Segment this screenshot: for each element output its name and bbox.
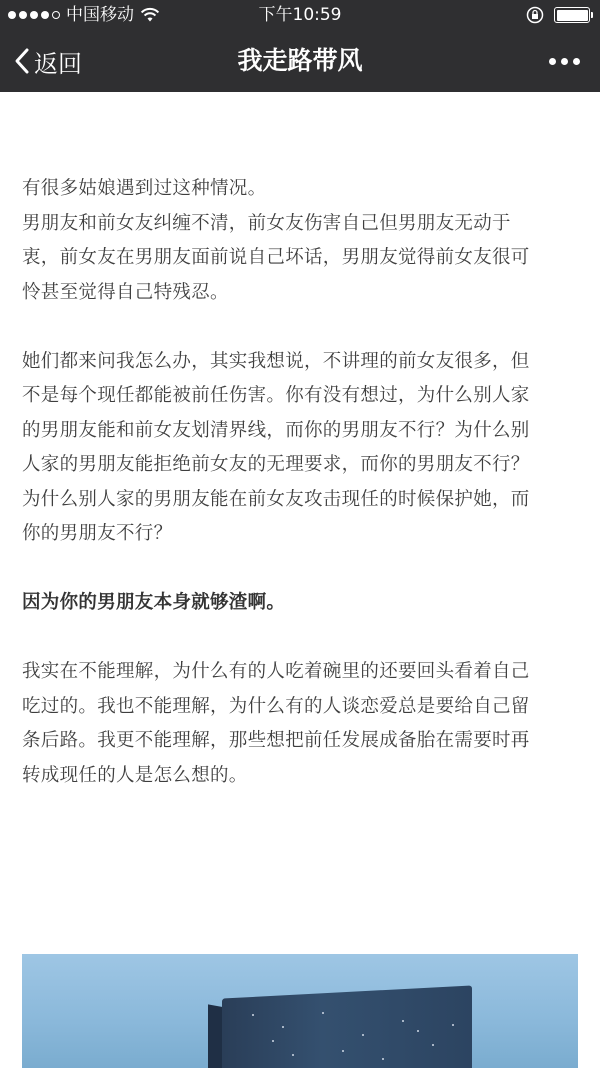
status-right — [526, 0, 590, 30]
article-line: 她们都来问我怎么办，其实我想说，不讲理的前女友很多，但 — [22, 350, 530, 372]
article-image — [22, 954, 578, 1068]
book-illustration — [222, 985, 472, 1068]
star-dot — [322, 1012, 324, 1014]
article-line: 怜甚至觉得自己特残忍。 — [22, 281, 229, 303]
star-dot — [362, 1034, 364, 1036]
article-line: 因为你的男朋友本身就够渣啊。 — [22, 592, 286, 613]
star-dot — [342, 1050, 344, 1052]
paragraph-gap — [22, 310, 582, 345]
more-dot — [573, 58, 580, 65]
article-body — [22, 172, 582, 793]
carrier-name: 中国移动 — [66, 5, 134, 25]
star-dot — [272, 1040, 274, 1042]
battery-icon — [554, 7, 590, 23]
article-line: 条后路。我更不能理解，那些想把前任发展成备胎在需要时再 — [22, 730, 530, 751]
paragraph-gap — [22, 621, 582, 656]
article-line: 衷，前女友在男朋友面前说自己坏话，男朋友觉得前女友很可 — [22, 247, 530, 268]
article-paragraph — [22, 586, 582, 621]
article-paragraph — [22, 172, 582, 310]
more-options-button[interactable] — [549, 30, 580, 92]
article-line: 为什么别人家的男朋友能在前女友攻击现任的时候保护她，而 — [22, 488, 530, 510]
battery-fill — [557, 10, 588, 21]
article-line: 有很多姑娘遇到过这种情况。 — [22, 178, 267, 199]
star-dot — [252, 1014, 254, 1016]
article-line: 人家的男朋友能拒绝前女友的无理要求，而你的男朋友不行？ — [22, 454, 530, 475]
more-dot — [549, 58, 556, 65]
paragraph-gap — [22, 552, 582, 587]
star-dot — [292, 1054, 294, 1056]
article-line: 不是每个现任都能被前任伤害。你有没有想过，为什么别人家 — [22, 385, 530, 406]
article-line: 你的男朋友不行？ — [22, 523, 173, 544]
rotation-lock-icon — [526, 6, 544, 24]
article-line: 的男朋友能和前女友划清界线，而你的男朋友不行？为什么别 — [22, 419, 530, 441]
star-dot — [452, 1024, 454, 1026]
article-paragraph — [22, 345, 582, 552]
page-title: 我走路带风 — [237, 46, 363, 75]
star-dot — [417, 1030, 419, 1032]
article-line: 转成现任的人是怎么想的。 — [22, 764, 248, 786]
article-paragraph — [22, 655, 582, 793]
star-dot — [402, 1020, 404, 1022]
article-line: 吃过的。我也不能理解，为什么有的人谈恋爱总是要给自己留 — [22, 695, 530, 717]
article-line: 男朋友和前女友纠缠不清，前女友伤害自己但男朋友无动于 — [22, 212, 511, 234]
star-dot — [432, 1044, 434, 1046]
article-line: 我实在不能理解，为什么有的人吃着碗里的还要回头看着自己 — [22, 661, 530, 682]
status-time: 下午10:59 — [258, 5, 342, 25]
more-dot — [561, 58, 568, 65]
back-button[interactable] — [14, 30, 82, 92]
star-dot — [382, 1058, 384, 1060]
star-dot — [282, 1026, 284, 1028]
nav-bar — [0, 30, 600, 92]
chevron-left-icon — [14, 47, 30, 75]
status-bar — [0, 0, 600, 30]
back-label: 返回 — [34, 49, 82, 78]
